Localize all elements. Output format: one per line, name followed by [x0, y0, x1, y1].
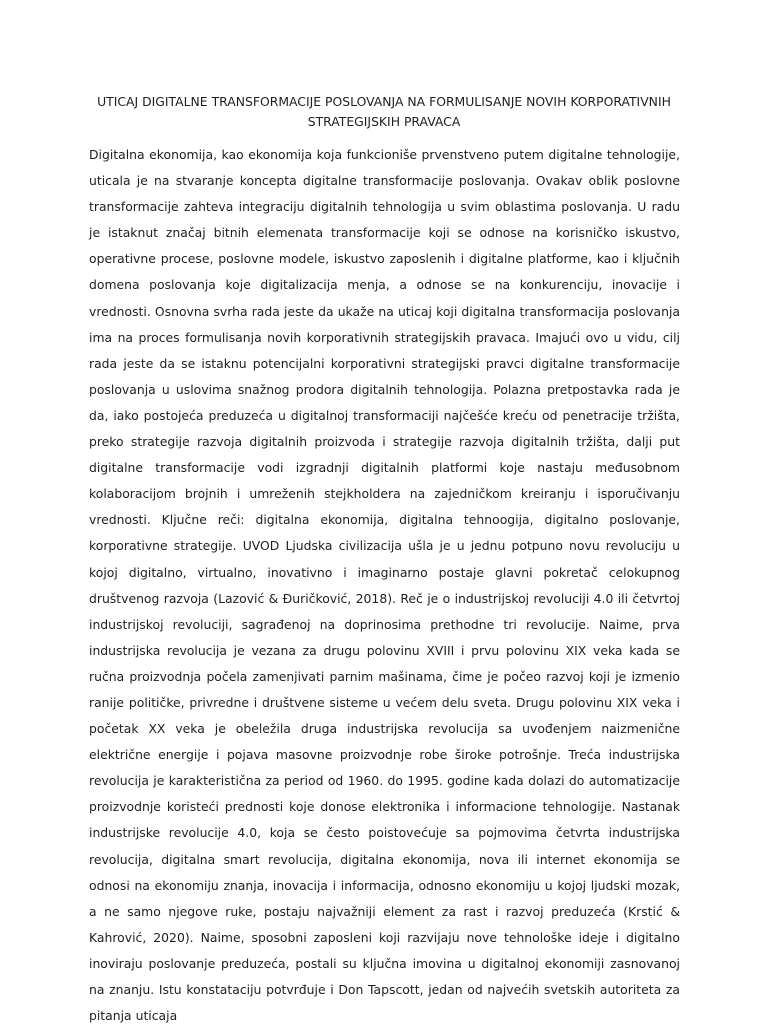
document-title: UTICAJ DIGITALNE TRANSFORMACIJE POSLOVANJA NA FORMULISANJE NOVIH KORPORATIVNIH STRATEGIJSKIH PRAVACA: [97, 94, 671, 129]
document-body-paragraph: Digitalna ekonomija, kao ekonomija koja funkcioniše prvenstveno putem digitalne tehnologije, uticala je na stvaranje koncepta digitalne transformacije poslovanja. Ovakav oblik poslovne transformacije zahteva integraciju digitalnih tehnologija u svim oblastima poslovanja. U radu je istaknut značaj bitnih elemenata transformacije koji se odnose na korisničko iskustvo, operativne procese, poslovne modele, iskustvo zaposlenih i digitalne platforme, kao i ključnih domena poslovanja koje digitalizacija menja, a odnose se na konkurenciju, inovacije i vrednosti. Osnovna svrha rada jeste da ukaže na uticaj koji digitalna transformacija poslovanja ima na proces formulisanja novih korporativnih strategijskih pravaca. Imajući ovo u vidu, cilj rada jeste da se istaknu potencijalni korporativni strategijski pravci digitalne transformacije poslovanja u uslovima snažnog prodora digitalnih tehnologija. Polazna pretpostavka rada je da, iako postojeća preduzeća u digitalnoj transformaciji najčešće kreću od penetracije tržišta, preko strategije razvoja digitalnih proizvoda i strategije razvoja digitalnih tržišta, dalji put digitalne transformacije vodi izgradnji digitalnih platformi koje nastaju međusobnom kolaboracijom brojnih i umreženih stejkholdera na zajedničkom kreiranju i isporučivanju vrednosti. Ključne reči: digitalna ekonomija, digitalna tehnoogija, digitalno poslovanje, korporativne strategije. UVOD Ljudska civilizacija ušla je u jednu potpuno novu revoluciju u kojoj digitalno, virtualno, inovativno i imaginarno postaje glavni pokretač celokupnog društvenog razvoja (Lazović & Đuričković, 2018). Reč je o industrijskoj revoluciji 4.0 ili četvrtoj industrijskoj revoluciji, sagrađenoj na doprinosima prethodne tri revolucije. Naime, prva industrijska revolucija je vezana za drugu polovinu XVIII i prvu polovinu XIX veka kada se ručna proizvodnja počela zamenjivati parnim mašinama, čime je počeo razvoj koji je izmenio ranije političke, privredne i društvene sisteme u većem delu sveta. Drugu polovinu XIX veka i početak XX veka je obeležila druga industrijska revolucija sa uvođenjem naizmenične električne energije i pojava masovne proizvodnje robe široke potrošnje. Treća industrijska revolucija je karakteristična za period od 1960. do 1995. godine kada dolazi do automatizacije proizvodnje koristeći prednosti koje donose elektronika i informacione tehnologije. Nastanak industrijske revolucije 4.0, koja se često poistovećuje sa pojmovima četvrta industrijska revolucija, digitalna smart revolucija, digitalna ekonomija, nova ili internet ekonomija se odnosi na ekonomiju znanja, inovacija i informacija, odnosno ekonomiju u kojoj ljudski mozak, a ne samo njegove ruke, postaju najvažniji element za rast i razvoj preduzeća (Krstić & Kahrović, 2020). Naime, sposobni zaposleni koji razvijaju nove tehnološke ideje i digitalno inoviraju poslovanje preduzeća, postali su ključna imovina u digitalnoj ekonomiji zasnovanoj na znanju. Istu konstataciju potvrđuje i Don Tapscott, jedan od najvećih svetskih autoriteta za pitanja uticaja: [89, 147, 680, 1024]
